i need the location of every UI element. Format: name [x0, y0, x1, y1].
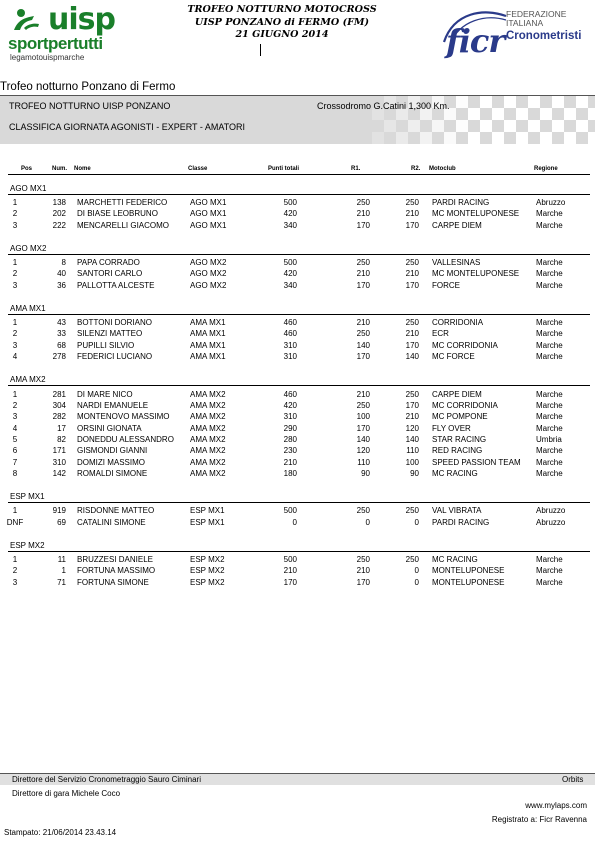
- checker-square: [468, 108, 480, 120]
- category-underline: [8, 551, 590, 552]
- header-underline: [8, 174, 590, 175]
- checker-square: [492, 108, 504, 120]
- checker-square: [504, 96, 516, 108]
- cell-motoclub: MONTELUPONESE: [432, 577, 505, 587]
- cell-r1: 170: [356, 577, 370, 587]
- cell-pos: 4: [12, 352, 18, 362]
- cell-motoclub: MC POMPONE: [432, 412, 488, 422]
- checker-square: [552, 120, 564, 132]
- cell-num: 43: [57, 318, 66, 328]
- cell-regione: Umbria: [536, 434, 562, 444]
- col-header-r2: R2.: [411, 166, 421, 172]
- cell-motoclub: RED RACING: [432, 446, 483, 456]
- cell-r2: 0: [414, 517, 419, 527]
- cell-classe: AGO MX2: [190, 280, 227, 290]
- cell-motoclub: FLY OVER: [432, 423, 471, 433]
- checker-square: [516, 108, 528, 120]
- category-header: AMA MX2: [10, 375, 46, 384]
- cell-regione: Marche: [536, 412, 563, 422]
- uisp-tagline: sportpertutti: [8, 34, 103, 53]
- cell-r1: 250: [356, 258, 370, 268]
- cell-nome: BOTTONI DORIANO: [77, 318, 152, 328]
- cell-regione: Abruzzo: [536, 506, 566, 516]
- cell-r2: 170: [405, 400, 419, 410]
- cell-num: 142: [52, 468, 66, 478]
- cell-nome: PAPA CORRADO: [77, 258, 140, 268]
- cell-regione: Marche: [536, 352, 563, 362]
- cell-num: 281: [52, 389, 66, 399]
- cell-num: 36: [57, 280, 66, 290]
- checker-square: [396, 132, 408, 144]
- cell-pos: 1: [12, 318, 18, 328]
- ficr-logo: [440, 6, 592, 66]
- cell-regione: Marche: [536, 555, 563, 564]
- cell-classe: ESP MX2: [190, 566, 225, 576]
- cell-r1: 120: [356, 446, 370, 456]
- cell-r2: 250: [405, 506, 419, 516]
- checker-square: [528, 96, 540, 108]
- checker-square: [540, 108, 552, 120]
- cell-regione: Marche: [536, 318, 563, 328]
- category-header: AGO MX2: [10, 243, 47, 253]
- cell-nome: MENCARELLI GIACOMO: [77, 220, 170, 230]
- cell-regione: Abruzzo: [536, 517, 566, 527]
- event-line-1: TROFEO NOTTURNO MOTOCROSS: [187, 4, 377, 15]
- cell-pos: 8: [12, 468, 18, 478]
- cell-r1: 250: [356, 198, 370, 207]
- cell-num: 171: [52, 446, 66, 456]
- cell-nome: ROMALDI SIMONE: [77, 468, 148, 478]
- checker-square: [564, 132, 576, 144]
- cell-nome: FORTUNA SIMONE: [77, 577, 149, 587]
- cell-classe: AGO MX1: [190, 198, 227, 207]
- cell-r2: 0: [414, 577, 419, 587]
- cell-nome: MONTENOVO MASSIMO: [77, 412, 170, 422]
- cell-punti: 210: [283, 457, 297, 467]
- ficr-wordmark: ficr: [446, 22, 505, 60]
- cell-r1: 250: [356, 555, 370, 564]
- cell-r1: 140: [356, 434, 370, 444]
- cell-r2: 250: [405, 198, 419, 207]
- cell-classe: AMA MX2: [190, 400, 226, 410]
- ficr-cronometristi: Cronometristi: [506, 30, 582, 42]
- cell-r1: 170: [356, 280, 370, 290]
- cell-classe: AGO MX1: [190, 209, 227, 219]
- cell-motoclub: MC FORCE: [432, 352, 475, 362]
- cell-classe: AMA MX1: [190, 329, 226, 339]
- checker-square: [504, 120, 516, 132]
- cell-regione: Marche: [536, 423, 563, 433]
- cell-motoclub: MC RACING: [432, 468, 478, 478]
- cell-nome: DOMIZI MASSIMO: [77, 457, 145, 467]
- cell-num: 33: [57, 329, 66, 339]
- checker-square: [576, 96, 588, 108]
- cell-motoclub: MONTELUPONESE: [432, 566, 505, 576]
- orbits-label: Orbits: [562, 775, 584, 784]
- cell-pos: DNF: [6, 517, 24, 527]
- cell-nome: PALLOTTA ALCESTE: [77, 280, 155, 290]
- category-underline: [8, 502, 590, 503]
- cell-pos: 2: [12, 566, 18, 576]
- cell-regione: Marche: [536, 566, 563, 576]
- cell-pos: 3: [12, 412, 18, 422]
- cell-classe: ESP MX2: [190, 577, 225, 587]
- cell-num: 1: [61, 566, 66, 576]
- cell-r1: 250: [356, 506, 370, 516]
- cell-punti: 280: [283, 434, 297, 444]
- cell-classe: AMA MX1: [190, 318, 226, 328]
- cell-num: 282: [52, 412, 66, 422]
- cell-num: 919: [52, 506, 66, 516]
- cell-punti: 500: [283, 555, 297, 564]
- classification-title: CLASSIFICA GIORNATA AGONISTI - EXPERT - AMATORI: [9, 122, 246, 132]
- cell-num: 222: [52, 220, 66, 230]
- cell-classe: ESP MX1: [190, 517, 225, 527]
- cell-pos: 1: [12, 198, 18, 207]
- cell-num: 71: [57, 577, 66, 587]
- cell-motoclub: VALLESINAS: [432, 258, 481, 268]
- cell-r2: 140: [405, 434, 419, 444]
- cell-r1: 170: [356, 352, 370, 362]
- cell-pos: 1: [12, 389, 18, 399]
- category-header: AMA MX1: [10, 303, 46, 313]
- cell-punti: 340: [283, 220, 297, 230]
- col-header-nome: Nome: [74, 166, 91, 172]
- cell-classe: AGO MX1: [190, 220, 227, 230]
- cell-motoclub: CARPE DIEM: [432, 220, 482, 230]
- cell-r2: 210: [405, 329, 419, 339]
- category-header: ESP MX2: [10, 540, 45, 550]
- col-header-num: Num.: [52, 166, 67, 172]
- category-header: ESP MX1: [10, 491, 45, 501]
- cell-regione: Marche: [536, 389, 563, 399]
- circuit-name: Crossodromo G.Catini 1,300 Km.: [317, 101, 450, 111]
- cell-motoclub: SPEED PASSION TEAM: [432, 457, 521, 467]
- event-line-2: UISP PONZANO di FERMO (FM): [194, 16, 370, 28]
- uisp-logo: [8, 4, 134, 62]
- cell-regione: Marche: [536, 340, 563, 350]
- cell-nome: RISDONNE MATTEO: [77, 506, 155, 516]
- event-line-3: 21 GIUGNO 2014: [235, 29, 329, 40]
- uisp-wordmark: uisp: [48, 2, 115, 37]
- category-underline: [8, 385, 590, 386]
- cell-regione: Marche: [536, 329, 563, 339]
- cell-motoclub: MC CORRIDONIA: [432, 340, 498, 350]
- cell-punti: 340: [283, 280, 297, 290]
- cell-classe: AMA MX2: [190, 446, 226, 456]
- cell-pos: 1: [12, 555, 18, 564]
- cell-pos: 1: [12, 258, 18, 268]
- cell-punti: 460: [283, 329, 297, 339]
- cell-pos: 3: [12, 280, 18, 290]
- cell-classe: AMA MX2: [190, 434, 226, 444]
- cell-pos: 2: [12, 329, 18, 339]
- cell-r1: 210: [356, 209, 370, 219]
- cell-pos: 2: [12, 209, 18, 219]
- checker-square: [564, 108, 576, 120]
- cell-punti: 500: [283, 258, 297, 268]
- checker-square: [468, 132, 480, 144]
- print-timestamp: Stampato: 21/06/2014 23.43.14: [4, 828, 117, 837]
- checker-square: [576, 120, 588, 132]
- uisp-figure-icon: [12, 8, 40, 32]
- ficr-federation: FEDERAZIONE ITALIANA: [506, 9, 567, 28]
- checker-square: [420, 132, 432, 144]
- cell-pos: 7: [12, 457, 18, 467]
- cell-nome: DI MARE NICO: [77, 389, 133, 399]
- cell-r2: 100: [405, 457, 419, 467]
- cell-r2: 120: [405, 423, 419, 433]
- checker-square: [456, 120, 468, 132]
- cell-r1: 140: [356, 340, 370, 350]
- category-underline: [8, 314, 590, 315]
- cell-pos: 6: [12, 446, 18, 456]
- cell-punti: 500: [283, 506, 297, 516]
- text-cursor-mark: [260, 44, 261, 56]
- cell-num: 310: [52, 457, 66, 467]
- cell-punti: 420: [283, 400, 297, 410]
- cell-num: 11: [57, 555, 66, 564]
- cell-num: 69: [57, 517, 66, 527]
- cell-regione: Abruzzo: [536, 198, 566, 207]
- cell-regione: Marche: [536, 468, 563, 478]
- cell-motoclub: MC MONTELUPONESE: [432, 209, 520, 219]
- cell-punti: 290: [283, 423, 297, 433]
- cell-regione: Marche: [536, 220, 563, 230]
- cell-pos: 1: [12, 506, 18, 516]
- cell-r2: 170: [405, 280, 419, 290]
- checker-square: [408, 120, 420, 132]
- checker-square: [552, 96, 564, 108]
- cell-r1: 210: [356, 269, 370, 279]
- col-header-classe: Classe: [188, 166, 208, 172]
- checker-square: [528, 120, 540, 132]
- checker-square: [384, 120, 396, 132]
- cell-punti: 420: [283, 269, 297, 279]
- cell-punti: 460: [283, 389, 297, 399]
- cell-punti: 230: [283, 446, 297, 456]
- col-header-r1: R1.: [351, 166, 361, 172]
- cell-classe: AMA MX1: [190, 340, 226, 350]
- cell-nome: SILENZI MATTEO: [77, 329, 143, 339]
- checker-square: [480, 120, 492, 132]
- cell-classe: AMA MX2: [190, 457, 226, 467]
- cell-pos: 2: [12, 400, 18, 410]
- cell-regione: Marche: [536, 209, 563, 219]
- cell-regione: Marche: [536, 577, 563, 587]
- cell-r2: 140: [405, 352, 419, 362]
- checker-square: [372, 132, 384, 144]
- cell-r2: 90: [410, 468, 419, 478]
- category-underline: [8, 254, 590, 255]
- col-header-regione: Regione: [534, 166, 558, 172]
- cell-r1: 210: [356, 566, 370, 576]
- cell-classe: AMA MX2: [190, 389, 226, 399]
- cell-classe: AGO MX2: [190, 258, 227, 268]
- cell-motoclub: MC CORRIDONIA: [432, 400, 498, 410]
- cell-regione: Marche: [536, 446, 563, 456]
- cell-nome: DONEDDU ALESSANDRO: [77, 434, 174, 444]
- cell-punti: 310: [283, 352, 297, 362]
- cell-pos: 5: [12, 434, 18, 444]
- category-underline: [8, 194, 590, 195]
- race-director: Direttore di gara Michele Coco: [12, 789, 121, 798]
- cell-motoclub: VAL VIBRATA: [432, 506, 482, 516]
- cell-nome: GISMONDI GIANNI: [77, 446, 148, 456]
- cell-r1: 90: [361, 468, 370, 478]
- cell-nome: MARCHETTI FEDERICO: [77, 198, 168, 207]
- category-header: AGO MX1: [10, 183, 47, 193]
- cell-punti: 210: [283, 566, 297, 576]
- cell-r2: 250: [405, 318, 419, 328]
- cell-motoclub: CARPE DIEM: [432, 389, 482, 399]
- page-title: Trofeo notturno Ponzano di Fermo: [0, 81, 176, 93]
- cell-punti: 310: [283, 412, 297, 422]
- registered-to: Registrato a: Ficr Ravenna: [491, 815, 587, 824]
- cell-regione: Marche: [536, 280, 563, 290]
- cell-r1: 210: [356, 389, 370, 399]
- cell-regione: Marche: [536, 457, 563, 467]
- cell-nome: CATALINI SIMONE: [77, 517, 146, 527]
- checker-square: [540, 132, 552, 144]
- uisp-subtitle: legamotouispmarche: [10, 53, 85, 62]
- cell-pos: 4: [12, 423, 18, 433]
- checker-square: [588, 108, 595, 120]
- cell-punti: 0: [292, 517, 297, 527]
- cell-regione: Marche: [536, 400, 563, 410]
- cell-nome: FORTUNA MASSIMO: [77, 566, 156, 576]
- cell-punti: 310: [283, 340, 297, 350]
- cell-num: 40: [57, 269, 66, 279]
- cell-r2: 250: [405, 258, 419, 268]
- cell-nome: ORSINI GIONATA: [77, 423, 142, 433]
- cell-motoclub: PARDI RACING: [432, 517, 490, 527]
- cell-nome: BRUZZESI DANIELE: [77, 555, 154, 564]
- website-link[interactable]: www.mylaps.com: [525, 801, 587, 810]
- cell-num: 68: [57, 340, 66, 350]
- cell-nome: NARDI EMANUELE: [77, 400, 149, 410]
- cell-punti: 500: [283, 198, 297, 207]
- cell-num: 278: [52, 352, 66, 362]
- cell-num: 17: [57, 423, 66, 433]
- cell-pos: 2: [12, 269, 18, 279]
- cell-punti: 460: [283, 318, 297, 328]
- cell-num: 202: [52, 209, 66, 219]
- checker-square: [456, 96, 468, 108]
- cell-regione: Marche: [536, 258, 563, 268]
- cell-classe: ESP MX1: [190, 506, 225, 516]
- cell-classe: AMA MX2: [190, 468, 226, 478]
- cell-num: 138: [52, 198, 66, 207]
- cell-classe: ESP MX2: [190, 555, 225, 564]
- cell-r1: 250: [356, 329, 370, 339]
- cell-punti: 420: [283, 209, 297, 219]
- cell-r1: 110: [357, 457, 370, 467]
- timing-director: Direttore del Servizio Cronometraggio Sauro Ciminari: [12, 775, 201, 784]
- cell-motoclub: FORCE: [432, 280, 460, 290]
- cell-r2: 250: [405, 555, 419, 564]
- col-header-motoclub: Motoclub: [429, 166, 456, 172]
- cell-classe: AMA MX2: [190, 423, 226, 433]
- cell-r1: 0: [365, 517, 370, 527]
- cell-num: 304: [52, 400, 66, 410]
- cell-r1: 100: [356, 412, 370, 422]
- checker-square: [588, 132, 595, 144]
- cell-num: 8: [61, 258, 66, 268]
- cell-regione: Marche: [536, 269, 563, 279]
- cell-pos: 3: [12, 577, 18, 587]
- cell-r1: 170: [356, 423, 370, 433]
- cell-r2: 210: [405, 269, 419, 279]
- cell-r2: 110: [406, 446, 419, 456]
- cell-pos: 3: [12, 340, 18, 350]
- cell-punti: 180: [283, 468, 297, 478]
- cell-r2: 0: [414, 566, 419, 576]
- cell-r2: 250: [405, 389, 419, 399]
- cell-motoclub: ECR: [432, 329, 449, 339]
- cell-num: 82: [57, 434, 66, 444]
- checker-square: [492, 132, 504, 144]
- checker-square: [480, 96, 492, 108]
- col-header-punti: Punti totali: [268, 166, 299, 172]
- cell-motoclub: PARDI RACING: [432, 198, 490, 207]
- cell-motoclub: STAR RACING: [432, 434, 487, 444]
- event-heading: [150, 4, 414, 42]
- cell-nome: DI BIASE LEOBRUNO: [77, 209, 158, 219]
- cell-classe: AMA MX2: [190, 412, 226, 422]
- cell-motoclub: MC MONTELUPONESE: [432, 269, 520, 279]
- cell-nome: FEDERICI LUCIANO: [77, 352, 153, 362]
- cell-classe: AGO MX2: [190, 269, 227, 279]
- col-header-pos: Pos: [21, 166, 33, 172]
- cell-r2: 210: [405, 209, 419, 219]
- cell-r2: 210: [405, 412, 419, 422]
- cell-motoclub: MC RACING: [432, 555, 478, 564]
- cell-r1: 250: [356, 400, 370, 410]
- checker-square: [516, 132, 528, 144]
- cell-pos: 3: [12, 220, 18, 230]
- cell-nome: PUPILLI SILVIO: [77, 340, 135, 350]
- cell-nome: SANTORI CARLO: [77, 269, 143, 279]
- cell-r2: 170: [405, 340, 419, 350]
- cell-classe: AMA MX1: [190, 352, 226, 362]
- checker-square: [444, 132, 456, 144]
- cell-r1: 210: [356, 318, 370, 328]
- cell-motoclub: CORRIDONIA: [432, 318, 484, 328]
- cell-punti: 170: [283, 577, 297, 587]
- checker-square: [432, 120, 444, 132]
- event-name: TROFEO NOTTURNO UISP PONZANO: [9, 101, 171, 111]
- cell-r2: 170: [405, 220, 419, 230]
- cell-r1: 170: [356, 220, 370, 230]
